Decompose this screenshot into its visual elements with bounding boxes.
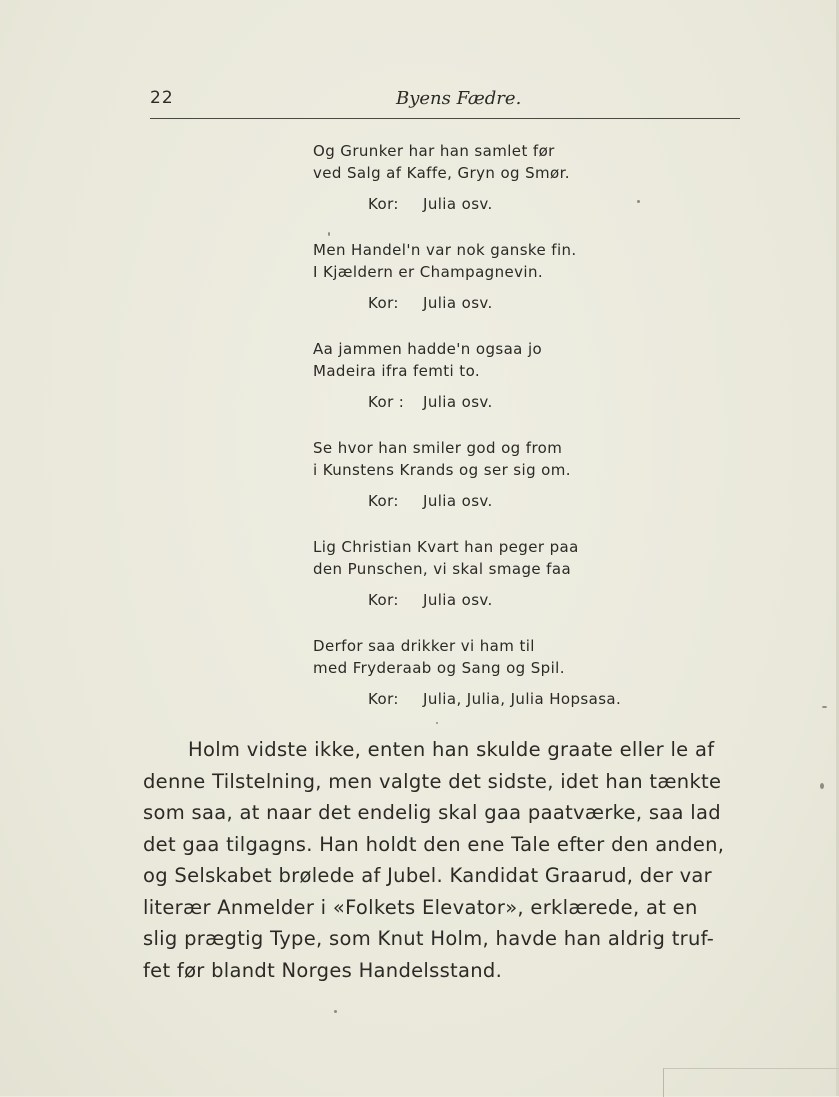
verse-line: ved Salg af Kaffe, Gryn og Smør. — [313, 164, 570, 182]
prose-line: som saa, at naar det endelig skal gaa paatværke, saa lad — [143, 801, 721, 824]
chorus-text: Julia osv. — [423, 195, 493, 213]
verse-line: Derfor saa drikker vi ham til — [313, 637, 535, 655]
chorus-line — [313, 688, 673, 710]
verse-line: Og Grunker har han samlet før — [313, 142, 555, 160]
prose-paragraph — [143, 734, 743, 986]
chorus-text: Julia osv. — [423, 492, 493, 510]
verse-line: Se hvor han smiler god og from — [313, 439, 563, 457]
stanza — [313, 536, 673, 635]
header-rule — [150, 118, 740, 119]
chorus-line — [313, 490, 673, 512]
chorus-label: Kor: — [368, 195, 399, 213]
chorus-text: Julia osv. — [423, 393, 493, 411]
page-number: 22 — [150, 88, 174, 108]
chorus-label: Kor: — [368, 591, 399, 609]
chorus-text: Julia osv. — [423, 591, 493, 609]
scan-corner-mark — [663, 1068, 839, 1097]
chorus-label: Kor: — [368, 690, 399, 708]
prose-line: slig prægtig Type, som Knut Holm, havde han aldrig truf- — [143, 927, 715, 950]
prose-line: Holm vidste ikke, enten han skulde graate eller le af — [188, 738, 715, 761]
paper-speck — [822, 706, 827, 708]
verse-line: i Kunstens Krands og ser sig om. — [313, 461, 571, 479]
paper-speck — [436, 722, 438, 724]
chorus-label: Kor: — [368, 294, 399, 312]
stanza — [313, 338, 673, 437]
running-title: Byens Fædre. — [396, 88, 522, 109]
verse-line: med Fryderaab og Sang og Spil. — [313, 659, 565, 677]
stanza — [313, 437, 673, 536]
chorus-label: Kor: — [368, 492, 399, 510]
song-verses — [313, 140, 673, 734]
page-header — [150, 88, 740, 112]
verse-line: Madeira ifra femti to. — [313, 362, 481, 380]
prose-line: og Selskabet brølede af Jubel. Kandidat Graarud, der var — [143, 864, 712, 887]
verse-line: Men Handel'n var nok ganske fin. — [313, 241, 577, 259]
stanza — [313, 239, 673, 338]
chorus-text: Julia, Julia, Julia Hopsasa. — [423, 690, 622, 708]
paper-speck — [820, 783, 824, 789]
prose-line: literær Anmelder i «Folkets Elevator», erklærede, at en — [143, 895, 698, 919]
paper-speck — [637, 200, 640, 203]
prose-line: det gaa tilgagns. Han holdt den ene Tale efter den anden, — [143, 832, 725, 856]
prose-line: fet før blandt Norges Handelsstand. — [143, 958, 503, 982]
chorus-line — [313, 391, 673, 413]
chorus-line — [313, 193, 673, 215]
prose-line: denne Tilstelning, men valgte det sidste, idet han tænkte — [143, 769, 722, 793]
stanza — [313, 635, 673, 734]
verse-line: den Punschen, vi skal smage faa — [313, 560, 572, 578]
chorus-label: Kor : — [368, 393, 405, 411]
chorus-text: Julia osv. — [423, 294, 493, 312]
paper-speck — [328, 232, 330, 236]
verse-line: Aa jammen hadde'n ogsaa jo — [313, 340, 543, 358]
chorus-line — [313, 292, 673, 314]
paper-speck — [334, 1010, 337, 1013]
verse-line: Lig Christian Kvart han peger paa — [313, 538, 579, 556]
stanza — [313, 140, 673, 239]
verse-line: I Kjældern er Champagnevin. — [313, 263, 544, 281]
chorus-line — [313, 589, 673, 611]
